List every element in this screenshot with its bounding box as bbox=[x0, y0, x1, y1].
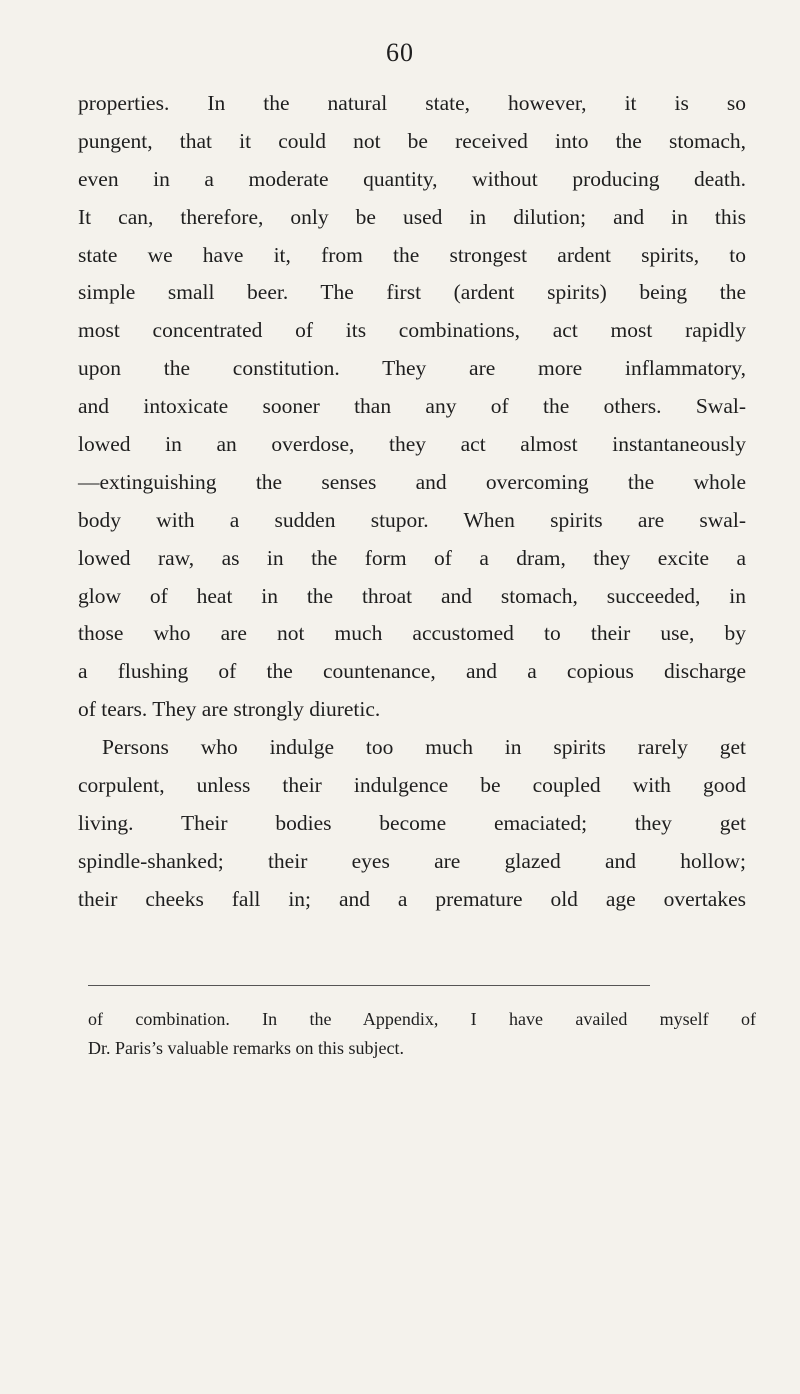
body-line: corpulent, unless their indulgence be coupled with good bbox=[78, 773, 746, 798]
body-line: It can, therefore, only be used in dilution; and in this bbox=[78, 204, 746, 229]
body-line: state we have it, from the strongest ardent spirits, to bbox=[78, 242, 746, 267]
body-line: lowed in an overdose, they act almost instantaneously bbox=[78, 432, 746, 457]
footnote-line: Dr. Paris’s valuable remarks on this subject. bbox=[88, 1038, 404, 1058]
body-line: those who are not much accustomed to their use, by bbox=[78, 621, 746, 646]
body-line: spindle-shanked; their eyes are glazed and hollow; bbox=[78, 848, 746, 873]
body-line: and intoxicate sooner than any of the others. Swal- bbox=[78, 394, 746, 419]
body-text bbox=[78, 85, 746, 919]
body-line: upon the constitution. They are more inflammatory, bbox=[78, 356, 746, 381]
body-line: even in a moderate quantity, without producing death. bbox=[78, 166, 746, 191]
body-line: properties. In the natural state, however, it is so bbox=[78, 91, 746, 115]
body-line: glow of heat in the throat and stomach, succeeded, in bbox=[78, 583, 746, 608]
body-line: of tears. They are strongly diuretic. bbox=[78, 697, 381, 722]
body-line: living. Their bodies become emaciated; they get bbox=[78, 810, 746, 835]
body-line: pungent, that it could not be received into the stomach, bbox=[78, 128, 746, 153]
footnote bbox=[88, 1005, 756, 1063]
body-line: simple small beer. The first (ardent spirits) being the bbox=[78, 280, 746, 305]
body-line: most concentrated of its combinations, act most rapidly bbox=[78, 318, 746, 343]
body-line: body with a sudden stupor. When spirits are swal- bbox=[78, 507, 746, 532]
body-line: a flushing of the countenance, and a copious discharge bbox=[78, 659, 746, 684]
footnote-line: of combination. In the Appendix, I have availed myself of bbox=[88, 1009, 756, 1029]
body-line: Persons who indulge too much in spirits rarely get bbox=[102, 735, 746, 760]
page-number: 60 bbox=[386, 38, 414, 67]
body-line: their cheeks fall in; and a premature old age overtakes bbox=[78, 886, 746, 911]
body-line: lowed raw, as in the form of a dram, they excite a bbox=[78, 545, 746, 570]
footnote-rule bbox=[88, 985, 650, 986]
body-line: —extinguishing the senses and overcoming the whole bbox=[78, 469, 746, 494]
